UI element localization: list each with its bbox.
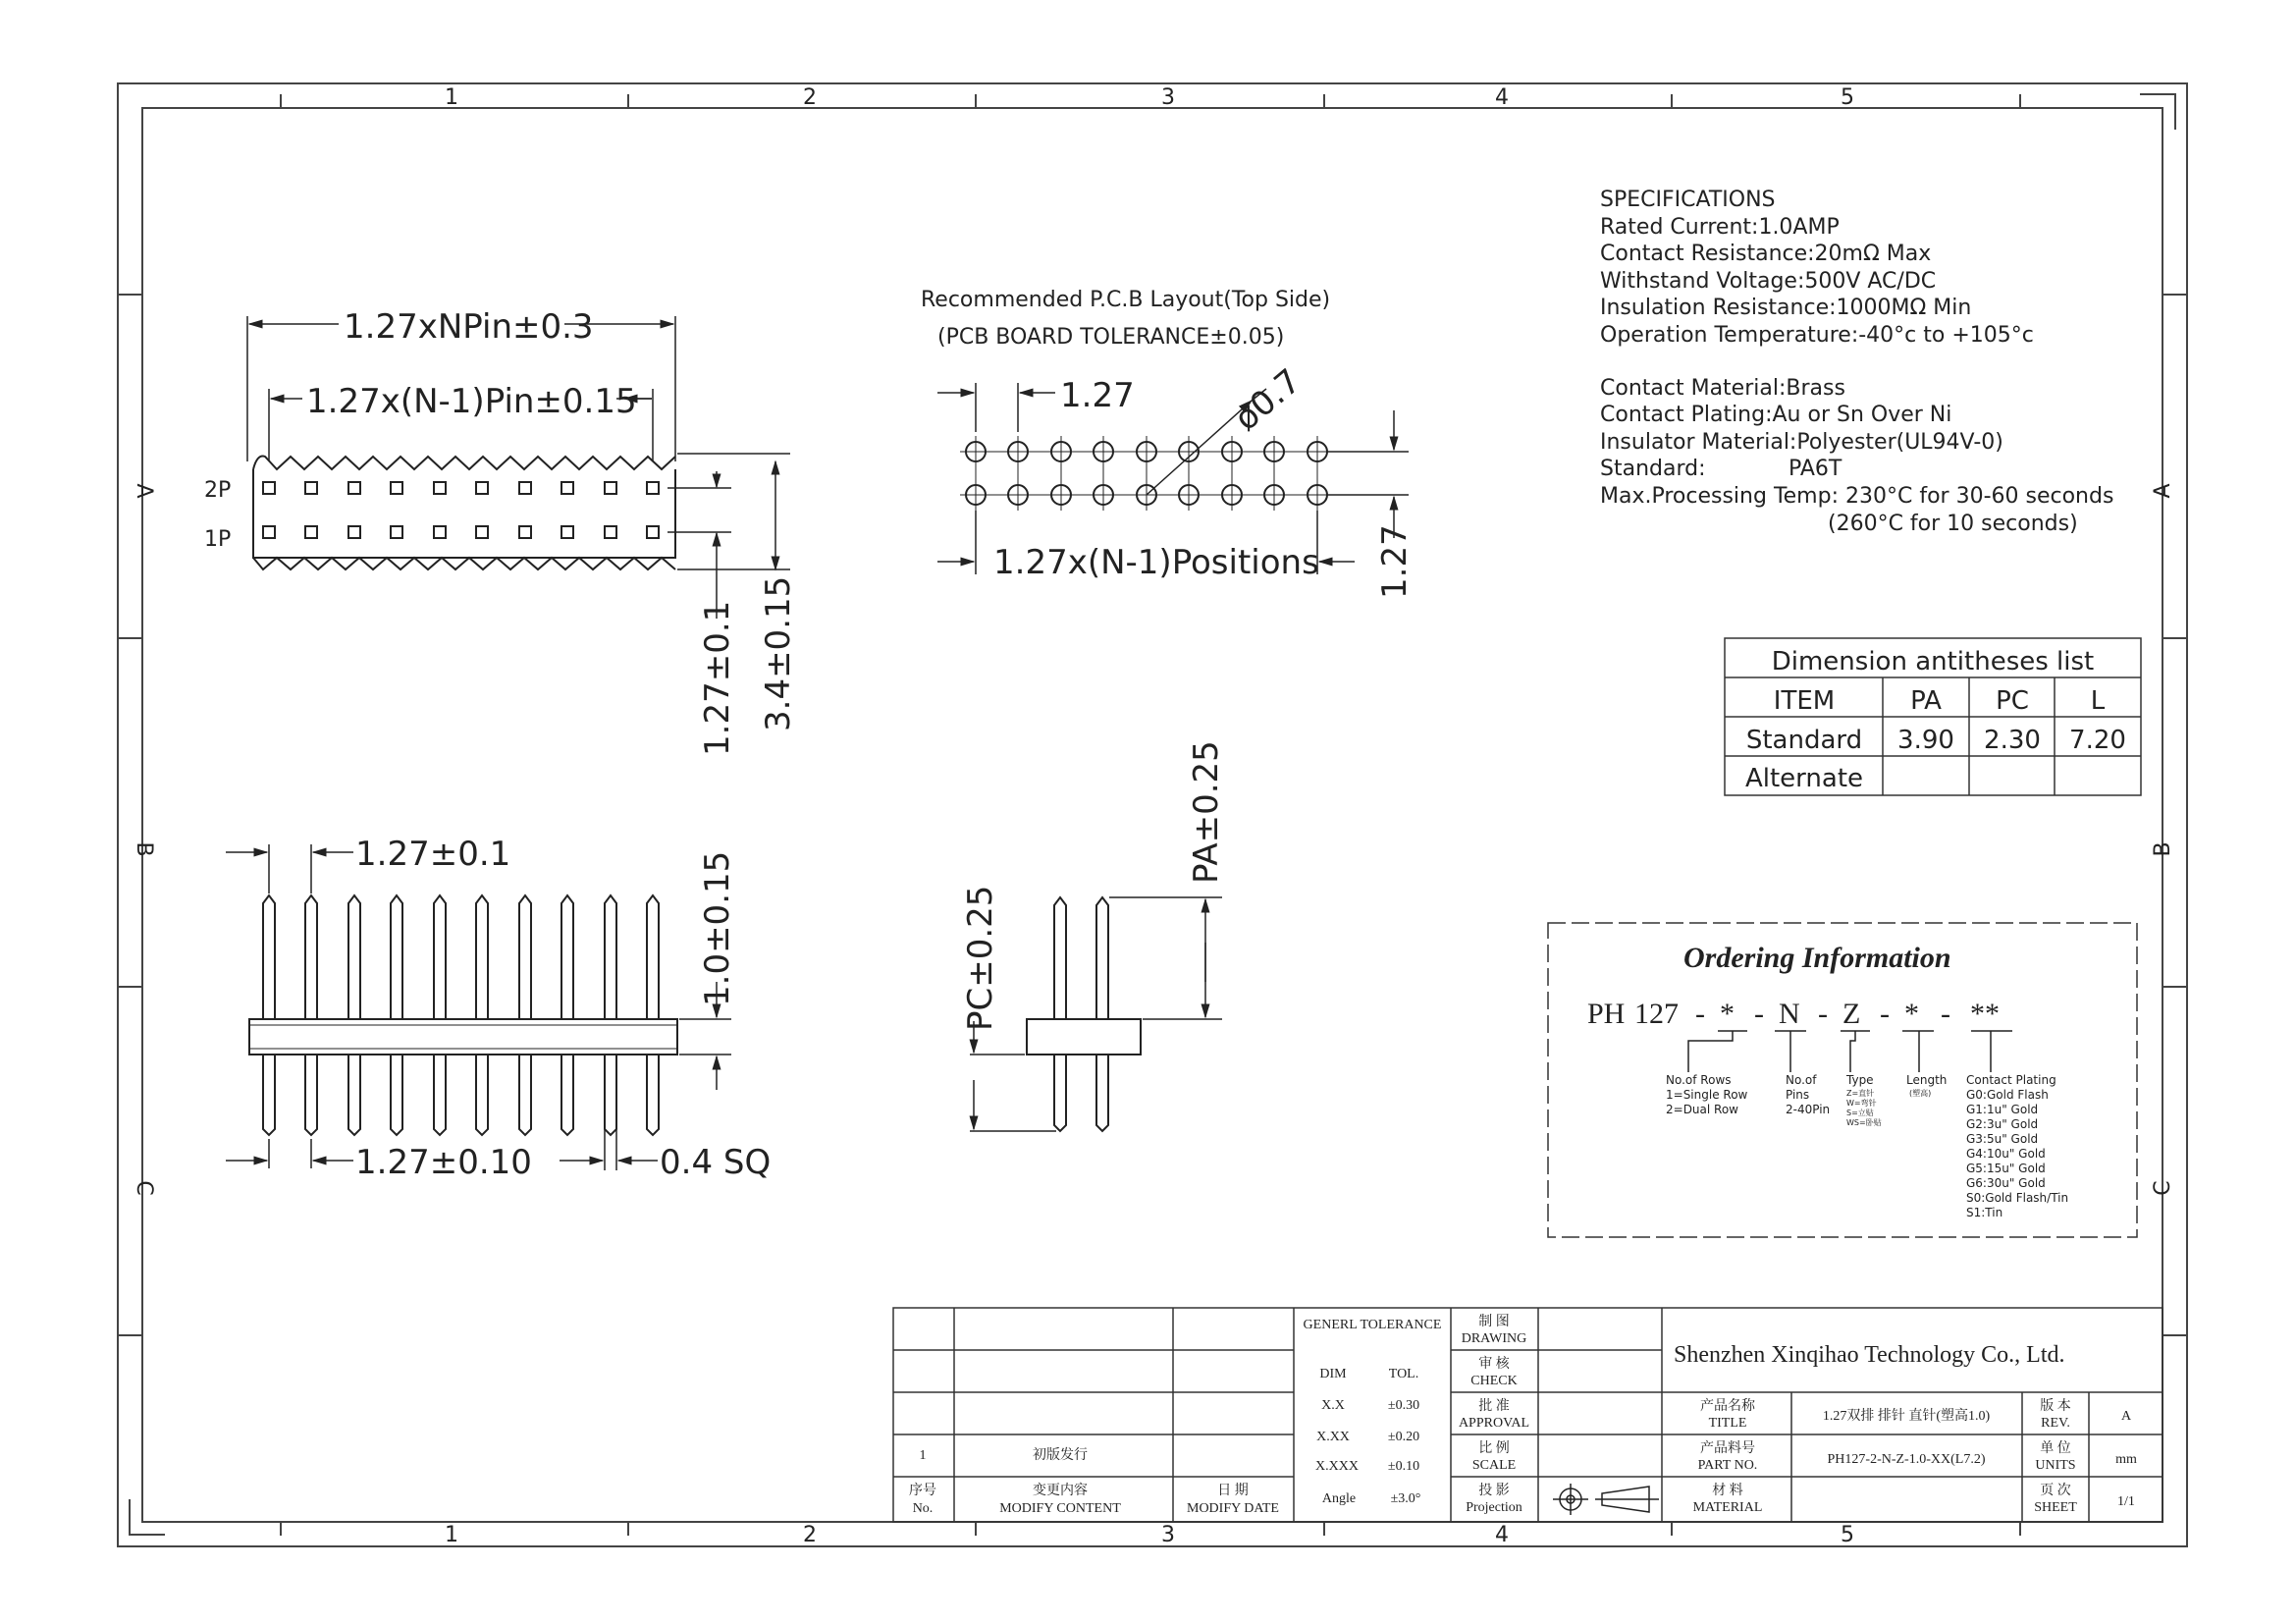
approval-en: APPROVAL: [1458, 1416, 1530, 1431]
pcb-pitch-dim: 1.27: [1060, 376, 1135, 415]
revision-number: 1: [919, 1448, 927, 1463]
pcb-layout-labels: [921, 288, 1415, 599]
side-view: [226, 844, 731, 1170]
projection-cn: 投 影: [1478, 1484, 1510, 1498]
spec-line-3: Withstand Voltage:500V AC/DC: [1600, 269, 1937, 294]
scale-cn: 比 例: [1478, 1441, 1510, 1456]
type-label-2: Z=直针: [1846, 1089, 1875, 1098]
table-header-l: L: [2090, 686, 2106, 716]
tolerance-title: GENERL TOLERANCE: [1303, 1318, 1442, 1332]
dimension-table: [1725, 638, 2141, 795]
pin-square-dim: 0.4 SQ: [660, 1143, 772, 1182]
plating-label-4: G2:3u" Gold: [1966, 1117, 2039, 1131]
table-header-pc: PC: [1996, 686, 2029, 716]
code-pins: N: [1779, 998, 1800, 1030]
title-value: 1.27双排 排针 直针(塑高1.0): [1822, 1409, 1991, 1424]
col-content-cn: 变更内容: [1033, 1484, 1088, 1498]
revision-content: 初版发行: [1033, 1448, 1088, 1463]
pcb-row-pitch-dim: 1.27: [1375, 524, 1415, 599]
units-label-cn: 单 位: [2040, 1441, 2071, 1456]
check-en: CHECK: [1470, 1374, 1518, 1388]
row-label-b-right: B: [2151, 841, 2175, 857]
specifications: [1600, 188, 2113, 536]
projection-en: Projection: [1466, 1500, 1522, 1515]
spec-material: Contact Material:Brass: [1600, 376, 1845, 401]
spec-processing-2: (260°C for 10 seconds): [1828, 512, 2078, 536]
pc-dim: PC±0.25: [961, 885, 1000, 1031]
spec-line-2: Contact Resistance:20mΩ Max: [1600, 242, 1932, 266]
tol-xxxx-value: ±0.10: [1387, 1459, 1420, 1474]
col-content-en: MODIFY CONTENT: [999, 1501, 1121, 1516]
table-cell-standard: Standard: [1745, 726, 1863, 755]
table-header-item: ITEM: [1773, 686, 1836, 716]
plating-label-7: G5:15u" Gold: [1966, 1162, 2046, 1175]
part-value: PH127-2-N-Z-1.0-XX(L7.2): [1827, 1452, 1986, 1467]
sheet-label-cn: 页 次: [2040, 1484, 2071, 1498]
col-date-cn: 日 期: [1217, 1484, 1249, 1498]
dimension-table-title: Dimension antitheses list: [1771, 647, 2095, 676]
column-label-5: 5: [1841, 85, 1854, 110]
tol-xx-label: X.X: [1321, 1398, 1345, 1413]
title-label-cn: 产品名称: [1700, 1399, 1755, 1414]
scale-en: SCALE: [1471, 1458, 1517, 1473]
side-bottom-pitch-dim: 1.27±0.10: [355, 1143, 532, 1182]
row-label-1p: 1P: [204, 527, 232, 552]
code-plating: **: [1970, 998, 2000, 1030]
table-cell-pc: 2.30: [1984, 726, 2041, 755]
column-label-5-bottom: 5: [1841, 1523, 1854, 1547]
type-label-1: Type: [1846, 1073, 1874, 1087]
col-no-en: No.: [912, 1501, 934, 1516]
title-label-en: TITLE: [1708, 1416, 1747, 1431]
plating-label-6: G4:10u" Gold: [1966, 1147, 2046, 1161]
tol-xxxx-label: X.XXX: [1315, 1459, 1359, 1474]
approval-cn: 批 准: [1478, 1399, 1510, 1414]
rev-label-en: REV.: [2041, 1416, 2070, 1431]
column-label-4: 4: [1495, 85, 1509, 110]
plating-label-9: S0:Gold Flash/Tin: [1966, 1191, 2069, 1205]
drawing-en: DRAWING: [1461, 1331, 1527, 1346]
col-no-cn: 序号: [909, 1484, 936, 1498]
drawing-cn: 制 图: [1478, 1315, 1510, 1329]
column-label-3-bottom: 3: [1161, 1523, 1175, 1547]
title-block: [893, 1308, 2163, 1522]
top-view: [247, 316, 790, 619]
tol-angle-value: ±3.0°: [1390, 1491, 1421, 1506]
ordering-title: Ordering Information: [1683, 942, 1951, 974]
pcb-positions-dim: 1.27x(N-1)Positions: [993, 543, 1319, 582]
col-date-en: MODIFY DATE: [1187, 1501, 1279, 1516]
pitch-span-dim: 1.27x(N-1)Pin±0.15: [306, 382, 637, 421]
tolerance-tol-label: TOL.: [1388, 1367, 1419, 1381]
units-label-en: UNITS: [2035, 1458, 2076, 1473]
tolerance-dim-label: DIM: [1319, 1367, 1347, 1381]
pcb-tolerance: (PCB BOARD TOLERANCE±0.05): [937, 325, 1285, 350]
column-label-2: 2: [803, 85, 817, 110]
row-label-a-right: A: [2151, 483, 2175, 499]
spec-line-1: Rated Current:1.0AMP: [1600, 215, 1840, 240]
part-label-cn: 产品料号: [1700, 1441, 1755, 1456]
profile-view: [970, 897, 1222, 1131]
check-cn: 审 核: [1478, 1357, 1510, 1372]
spec-heading: SPECIFICATIONS: [1600, 188, 1776, 212]
rows-label-2: 1=Single Row: [1666, 1088, 1748, 1102]
code-127: 127: [1634, 998, 1679, 1030]
rev-value: A: [2120, 1409, 2132, 1424]
profile-view-labels: [961, 740, 1226, 1031]
pins-label-2: Pins: [1786, 1088, 1810, 1102]
code-dash-1: -: [1695, 998, 1705, 1030]
plating-label-1: Contact Plating: [1966, 1073, 2056, 1087]
spec-line-5: Operation Temperature:-40°c to +105°c: [1600, 323, 2034, 348]
spec-plating: Contact Plating:Au or Sn Over Ni: [1600, 403, 1952, 427]
plating-label-5: G3:5u" Gold: [1966, 1132, 2039, 1146]
body-height-dim: 3.4±0.15: [759, 575, 798, 731]
length-label-2: (塑高): [1909, 1089, 1932, 1098]
plating-label-8: G6:30u" Gold: [1966, 1176, 2046, 1190]
pa-dim: PA±0.25: [1187, 740, 1226, 884]
code-ph: PH: [1587, 998, 1626, 1030]
tol-xx-value: ±0.30: [1387, 1398, 1420, 1413]
plating-label-2: G0:Gold Flash: [1966, 1088, 2049, 1102]
table-cell-l: 7.20: [2069, 726, 2126, 755]
pcb-layout-title: Recommended P.C.B Layout(Top Side): [921, 288, 1331, 312]
overall-length-dim: 1.27xNPin±0.3: [344, 307, 594, 347]
spec-standard-label: Standard:: [1600, 457, 1706, 481]
sheet-label-en: SHEET: [2034, 1500, 2077, 1515]
sheet-value: 1/1: [2117, 1494, 2135, 1509]
row-label-b: B: [132, 841, 156, 857]
code-type: Z: [1842, 998, 1861, 1030]
column-label-1-bottom: 1: [445, 1523, 458, 1547]
code-rows: *: [1720, 998, 1735, 1030]
column-label-3: 3: [1161, 85, 1175, 110]
rev-label-cn: 版 本: [2040, 1399, 2071, 1414]
projection-symbol: [1553, 1484, 1659, 1515]
code-dash-5: -: [1941, 998, 1950, 1030]
row-label-c-right: C: [2151, 1180, 2175, 1196]
rows-label-1: No.of Rows: [1666, 1073, 1732, 1087]
spec-standard-value: PA6T: [1789, 457, 1842, 481]
length-label-1: Length: [1906, 1073, 1948, 1087]
table-header-pa: PA: [1910, 686, 1942, 716]
pins-label-1: No.of: [1786, 1073, 1817, 1087]
spec-insulator: Insulator Material:Polyester(UL94V-0): [1600, 430, 2003, 455]
units-value: mm: [2115, 1452, 2137, 1467]
column-label-1: 1: [445, 85, 458, 110]
tol-xxx-label: X.XX: [1316, 1430, 1350, 1444]
plating-label-10: S1:Tin: [1966, 1206, 2003, 1219]
tol-xxx-value: ±0.20: [1387, 1430, 1420, 1444]
code-dash-2: -: [1754, 998, 1764, 1030]
code-dash-4: -: [1880, 998, 1890, 1030]
table-cell-alternate: Alternate: [1744, 764, 1864, 793]
column-label-2-bottom: 2: [803, 1523, 817, 1547]
spec-processing: Max.Processing Temp: 230°C for 30-60 seconds: [1600, 484, 2114, 509]
rows-label-3: 2=Dual Row: [1666, 1103, 1738, 1116]
plating-label-3: G1:1u" Gold: [1966, 1103, 2039, 1116]
material-label-en: MATERIAL: [1692, 1500, 1763, 1515]
pcb-hole-dim: ø0.7: [1227, 361, 1309, 439]
type-label-4: S=立贴: [1846, 1109, 1874, 1117]
row-label-c: C: [132, 1180, 156, 1196]
spec-line-4: Insulation Resistance:1000MΩ Min: [1600, 296, 1972, 320]
code-dash-3: -: [1818, 998, 1828, 1030]
row-label-a: A: [132, 483, 156, 499]
company-name: Shenzhen Xinqihao Technology Co., Ltd.: [1674, 1342, 2065, 1368]
side-pitch-dim: 1.27±0.1: [355, 835, 511, 874]
side-upper-dim: 1.0±0.15: [698, 850, 737, 1006]
tol-angle-label: Angle: [1321, 1491, 1357, 1506]
row-label-2p: 2P: [204, 478, 232, 503]
row-pitch-dim: 1.27±0.1: [698, 600, 737, 756]
type-label-5: WS=卧贴: [1846, 1118, 1882, 1127]
part-label-en: PART NO.: [1697, 1458, 1758, 1473]
material-label-cn: 材 料: [1712, 1484, 1743, 1498]
code-length: *: [1904, 998, 1919, 1030]
ordering-information: [1548, 923, 2137, 1237]
table-cell-pa: 3.90: [1897, 726, 1954, 755]
type-label-3: W=弯针: [1846, 1099, 1877, 1108]
column-label-4-bottom: 4: [1495, 1523, 1509, 1547]
pins-label-3: 2-40Pin: [1786, 1103, 1831, 1116]
